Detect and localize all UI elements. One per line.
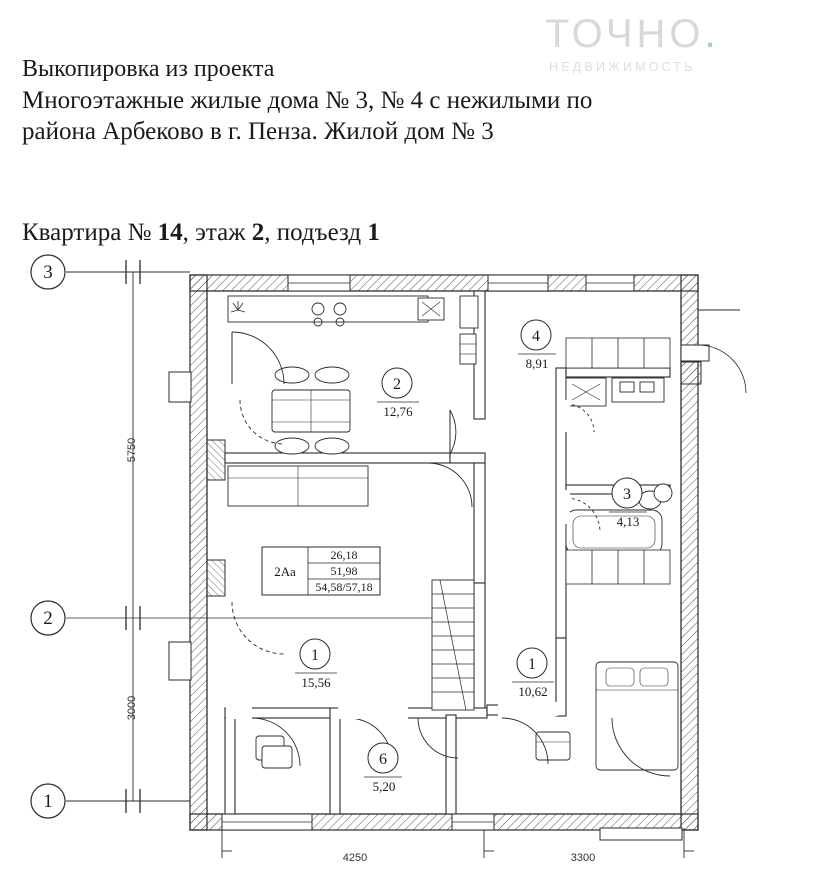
svg-text:10,62: 10,62 bbox=[518, 684, 548, 699]
dimension-3000: 3000 bbox=[126, 695, 138, 721]
axis-marker-1 bbox=[31, 784, 190, 818]
dimension-3300: 3300 bbox=[570, 852, 596, 864]
svg-text:4: 4 bbox=[532, 328, 540, 345]
armchairs bbox=[256, 732, 570, 768]
watermark-dot: . bbox=[704, 12, 720, 56]
apartment-number: 14 bbox=[157, 219, 183, 246]
axis-marker-2 bbox=[31, 601, 470, 635]
axis-marker-3 bbox=[31, 255, 190, 289]
stamp-value-2: 51,98 bbox=[330, 564, 358, 578]
svg-text:6: 6 bbox=[379, 751, 387, 768]
apartment-info bbox=[22, 219, 380, 247]
header-line-1: Выкопировка из проекта bbox=[22, 56, 275, 82]
room-marker-1b bbox=[512, 648, 554, 699]
entrance-prefix: , подъезд bbox=[264, 219, 368, 246]
svg-text:1: 1 bbox=[43, 791, 53, 812]
svg-text:1: 1 bbox=[311, 647, 319, 664]
header-line-2 bbox=[22, 85, 822, 116]
watermark-brand: ТОЧНО bbox=[545, 12, 705, 56]
svg-text:3: 3 bbox=[43, 262, 53, 283]
svg-text:2: 2 bbox=[393, 376, 401, 393]
room-marker-2 bbox=[377, 368, 419, 419]
svg-text:5,20: 5,20 bbox=[372, 779, 396, 794]
svg-text:12,76: 12,76 bbox=[383, 404, 413, 419]
floor-number: 2 bbox=[251, 219, 265, 246]
area-stamp bbox=[262, 547, 380, 595]
stair-shaft bbox=[432, 580, 474, 710]
svg-text:1: 1 bbox=[528, 656, 536, 673]
watermark-subtitle: НЕДВИЖИМОСТЬ bbox=[549, 60, 696, 74]
watermark-logo-text bbox=[545, 14, 815, 54]
dimension-4250: 4250 bbox=[342, 852, 368, 864]
stamp-code: 2Аа bbox=[274, 564, 296, 579]
svg-text:4,13: 4,13 bbox=[616, 514, 640, 529]
svg-text:15,56: 15,56 bbox=[301, 675, 331, 690]
stamp-value-3: 54,58/57,18 bbox=[315, 580, 373, 594]
stamp-value-1: 26,18 bbox=[330, 548, 358, 562]
kitchen-fixtures bbox=[228, 296, 478, 454]
dimension-5750: 5750 bbox=[126, 437, 138, 463]
svg-text:3: 3 bbox=[623, 486, 631, 503]
header-line-3: района Арбеково в г. Пенза. Жилой дом № 3 bbox=[22, 118, 494, 145]
living-furniture bbox=[228, 466, 368, 506]
room-marker-4 bbox=[518, 320, 556, 371]
bed bbox=[596, 662, 678, 770]
document-header bbox=[22, 54, 822, 147]
svg-text:2: 2 bbox=[43, 608, 53, 629]
entrance-number: 1 bbox=[367, 219, 380, 246]
apartment-prefix: Квартира № bbox=[22, 219, 158, 246]
room-marker-6 bbox=[364, 743, 402, 794]
floor-prefix: , этаж bbox=[182, 219, 252, 246]
header-line-2-part-a: Многоэтажные жилые дома bbox=[22, 87, 326, 114]
svg-text:8,91: 8,91 bbox=[525, 356, 549, 371]
floor-plan-drawing bbox=[0, 250, 828, 888]
room-marker-1a bbox=[295, 639, 337, 690]
header-line-2-part-b: № 3, № 4 с нежилыми по bbox=[325, 87, 593, 114]
